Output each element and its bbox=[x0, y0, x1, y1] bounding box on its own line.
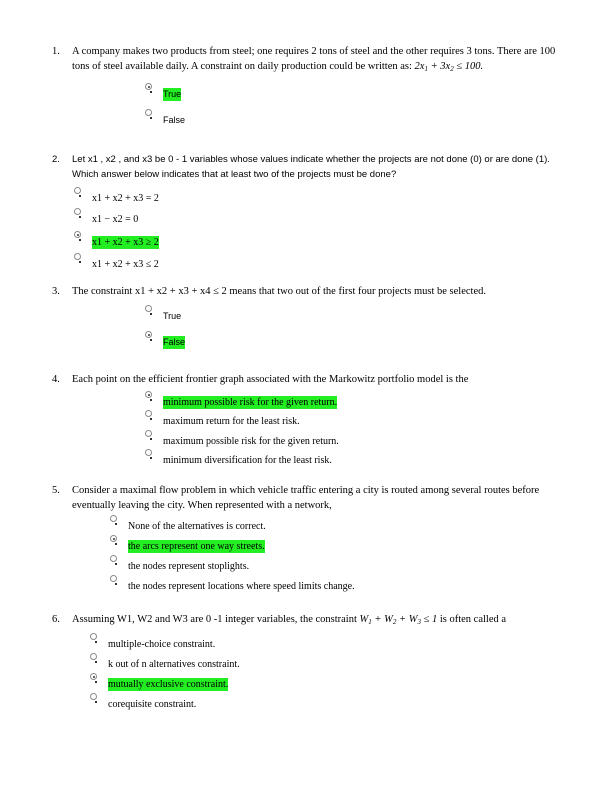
formula: $2x_1 + 3x_2 \le 100$. bbox=[414, 61, 484, 73]
option-label: the nodes represent locations where speed limits change. bbox=[128, 581, 355, 592]
radio-icon[interactable] bbox=[110, 515, 117, 522]
question-text: The constraint x1 + x2 + x3 + x4 ≤ 2 means that two out of the first four projects must be selected. bbox=[72, 286, 486, 297]
radio-icon[interactable] bbox=[90, 653, 97, 660]
question-text: Consider a maximal flow problem in which vehicle traffic entering a city is routed among several routes before eventually leaving the city. When represented with a network, bbox=[72, 485, 540, 511]
option-label: x1 + x2 + x3 ≥ 2 bbox=[92, 237, 159, 248]
option-label: True bbox=[163, 89, 182, 99]
question-number: 4. bbox=[52, 374, 60, 385]
option-label: None of the alternatives is correct. bbox=[128, 521, 266, 532]
radio-icon[interactable] bbox=[145, 449, 152, 456]
radio-icon[interactable] bbox=[110, 575, 117, 582]
option-label: x1 + x2 + x3 ≤ 2 bbox=[92, 259, 159, 270]
radio-selected-icon[interactable] bbox=[90, 673, 97, 680]
radio-icon[interactable] bbox=[145, 109, 152, 116]
option-label: minimum diversification for the least risk. bbox=[163, 455, 332, 466]
radio-icon[interactable] bbox=[145, 305, 152, 312]
question-text: Each point on the efficient frontier graph associated with the Markowitz portfolio model is the bbox=[72, 374, 469, 385]
question-number: 5. bbox=[52, 485, 60, 496]
radio-icon[interactable] bbox=[90, 633, 97, 640]
radio-selected-icon[interactable] bbox=[145, 83, 152, 90]
question-number: 2. bbox=[52, 154, 60, 165]
formula: $W_1 + W_2 + W_3 \le 1$ bbox=[359, 614, 438, 626]
radio-icon[interactable] bbox=[145, 410, 152, 417]
question-4 bbox=[52, 372, 572, 387]
question-6 bbox=[52, 612, 572, 627]
option-label: x1 + x2 + x3 = 2 bbox=[92, 193, 159, 204]
radio-icon[interactable] bbox=[110, 555, 117, 562]
option-label: maximum possible risk for the given return. bbox=[163, 436, 339, 447]
radio-icon[interactable] bbox=[74, 208, 81, 215]
option-label: False bbox=[163, 115, 186, 125]
question-number: 6. bbox=[52, 614, 60, 625]
question-text: Let x1 , x2 , and x3 be 0 - 1 variables whose values indicate whether the projects are not done (0) or are done (1). Which answer below indicates that at least two of the projects must be done? bbox=[72, 154, 550, 180]
question-text: Assuming W1, W2 and W3 are 0 -1 integer variables, the constraint $W_1 + W_2 + W_3 \le 1$ is often called a bbox=[72, 614, 507, 626]
option-label: x1 − x2 = 0 bbox=[92, 214, 139, 225]
question-3 bbox=[52, 284, 572, 299]
question-text: A company makes two products from steel; one requires 2 tons of steel and the other requires 3 tons. There are 100 tons of steel available daily. A constraint on daily production could be written as: $2x_1 + 3x_2 \le 100$. bbox=[72, 46, 556, 73]
option-label: minimum possible risk for the given return. bbox=[163, 397, 338, 408]
radio-selected-icon[interactable] bbox=[110, 535, 117, 542]
radio-icon[interactable] bbox=[145, 430, 152, 437]
option-label: False bbox=[163, 337, 186, 347]
question-2 bbox=[52, 152, 572, 182]
question-number: 3. bbox=[52, 286, 60, 297]
question-5 bbox=[52, 483, 572, 513]
radio-selected-icon[interactable] bbox=[74, 231, 81, 238]
radio-icon[interactable] bbox=[74, 187, 81, 194]
option-label: corequisite constraint. bbox=[108, 699, 197, 710]
option-label: maximum return for the least risk. bbox=[163, 416, 300, 427]
option-label: multiple-choice constraint. bbox=[108, 639, 216, 650]
radio-icon[interactable] bbox=[90, 693, 97, 700]
radio-selected-icon[interactable] bbox=[145, 391, 152, 398]
radio-icon[interactable] bbox=[74, 253, 81, 260]
option-label: mutually exclusive constraint. bbox=[108, 679, 229, 690]
option-label: the arcs represent one way streets. bbox=[128, 541, 265, 552]
question-1 bbox=[52, 44, 572, 74]
option-label: k out of n alternatives constraint. bbox=[108, 659, 240, 670]
option-label: the nodes represent stoplights. bbox=[128, 561, 250, 572]
radio-selected-icon[interactable] bbox=[145, 331, 152, 338]
question-number: 1. bbox=[52, 46, 60, 57]
option-label: True bbox=[163, 311, 182, 321]
